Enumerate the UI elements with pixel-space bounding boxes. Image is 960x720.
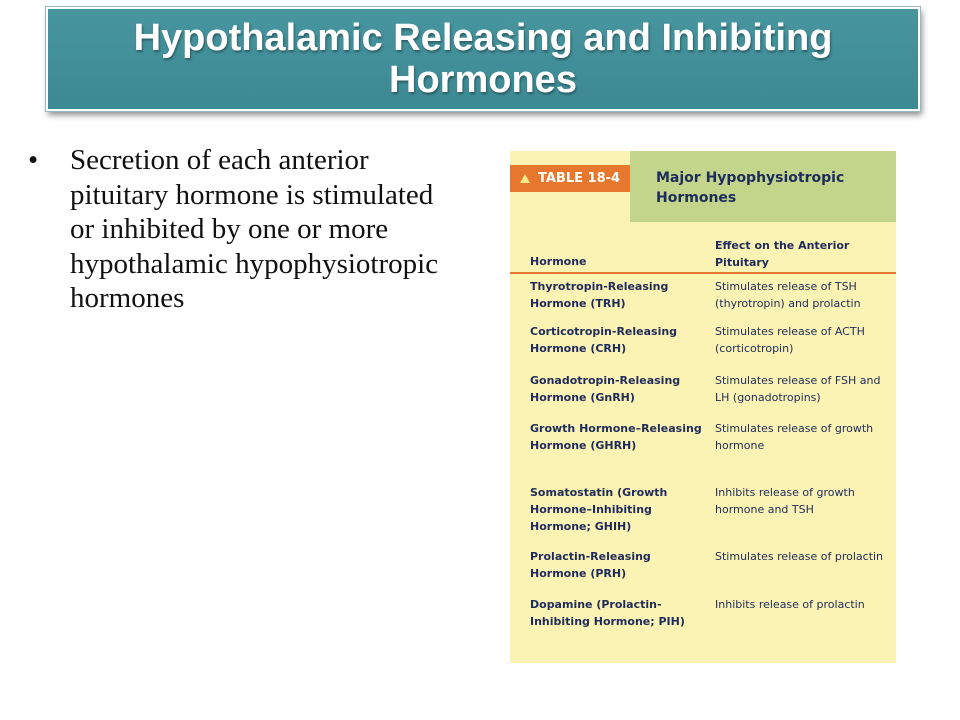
row-effect: Stimulates release of growth hormone: [715, 422, 874, 452]
row-effect: Inhibits release of growth hormone and TSH: [715, 486, 855, 516]
row-hormone: Gonadotropin-Releasing Hormone (GnRH): [530, 374, 681, 404]
row-effect: Stimulates release of TSH (thyrotropin) and prolactin: [715, 280, 861, 310]
row-hormone: Growth Hormone–Releasing Hormone (GHRH): [530, 422, 702, 452]
row-hormone: Dopamine (Prolactin-Inhibiting Hormone; PIH): [530, 598, 685, 628]
triangle-icon: [520, 174, 530, 183]
row-effect: Stimulates release of prolactin: [715, 550, 884, 563]
row-hormone: Thyrotropin-Releasing Hormone (TRH): [530, 280, 669, 310]
row-effect: Stimulates release of FSH and LH (gonadotropins): [715, 374, 881, 404]
row-hormone: Prolactin-Releasing Hormone (PRH): [530, 550, 651, 580]
bullet-dot: •: [28, 144, 39, 176]
header-effect: Effect on the Anterior Pituitary: [715, 239, 850, 269]
table-title: Major Hypophysiotropic Hormones: [656, 170, 845, 206]
row-effect: Stimulates release of ACTH (corticotropin): [715, 325, 865, 355]
row-hormone: Somatostatin (Growth Hormone–Inhibiting Hormone; GHIH): [530, 486, 668, 533]
hormone-table: [510, 151, 896, 663]
bullet-point: [28, 143, 448, 316]
table-title-box: [630, 151, 896, 222]
row-hormone: Corticotropin-Releasing Hormone (CRH): [530, 325, 678, 355]
title-banner: [46, 7, 920, 111]
bullet-text: Secretion of each anterior pituitary hormone is stimulated or inhibited by one or more hypothalamic hypophysiotropic hormones: [70, 144, 439, 314]
table-header: [510, 233, 896, 274]
slide-title: Hypothalamic Releasing and Inhibiting Hormones: [133, 17, 833, 101]
table-label: [510, 165, 631, 192]
header-hormone: Hormone: [530, 255, 587, 268]
table-label-text: TABLE 18-4: [538, 171, 621, 186]
row-effect: Inhibits release of prolactin: [715, 598, 865, 611]
